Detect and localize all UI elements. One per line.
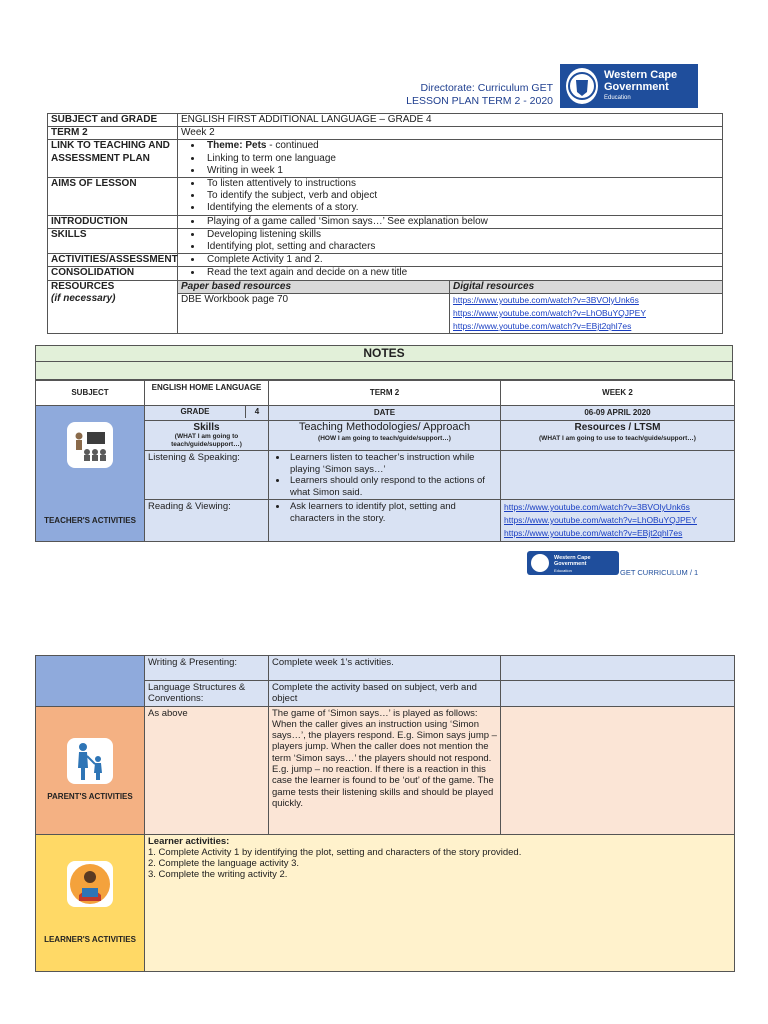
writing-row — [36, 656, 735, 681]
resources-sub: (if necessary) — [51, 292, 116, 304]
notes-week: WEEK 2 — [501, 381, 735, 406]
digital-header: Digital resources — [450, 280, 723, 293]
method-label: Teaching Methodologies/ Approach — [298, 420, 471, 433]
row-aims — [48, 178, 723, 216]
value-intro — [178, 215, 723, 228]
learner-sidebar — [36, 834, 145, 971]
teacher-icon — [67, 422, 113, 468]
label-term: TERM 2 — [48, 127, 178, 140]
logo-name-line2: Government — [604, 81, 669, 93]
row-link — [48, 140, 723, 178]
learner-row — [36, 834, 735, 971]
row-subject — [48, 114, 723, 127]
directorate-heading — [380, 82, 553, 108]
value-activities — [178, 254, 723, 267]
value-consolidation — [178, 267, 723, 280]
notes-link-1[interactable]: https://www.youtube.com/watch?v=3BVOlyUnk6s — [504, 502, 690, 512]
list-item: • Learners listen to teacher’s instruction while playing ‘Simon says…’ — [288, 452, 497, 475]
theme-continued: - continued — [266, 140, 319, 152]
footer-logo-sub: Education — [554, 568, 572, 573]
paper-header: Paper based resources — [178, 280, 450, 293]
label-link: LINK TO TEACHING AND ASSESSMENT PLAN — [48, 140, 178, 178]
notes-grade-row — [36, 406, 735, 421]
teacher-sidebar-cont — [36, 656, 145, 707]
list-item: • Learners should only respond to the actions of what Simon said. — [288, 475, 497, 498]
directorate-text: Directorate: Curriculum GET — [420, 82, 553, 94]
listening-method — [269, 451, 501, 500]
row-consolidation — [48, 267, 723, 280]
notes-subject-label: SUBJECT — [36, 381, 145, 406]
label-activities: ACTIVITIES/ASSESSMENT — [48, 254, 178, 267]
value-skills — [178, 228, 723, 253]
list-item: • Linking to term one language — [203, 153, 719, 165]
resources-head-sub: (WHAT I am going to use to teach/guide/support…) — [539, 435, 696, 442]
lesson-plan-table — [47, 113, 723, 334]
learner-label: LEARNER'S ACTIVITIES — [44, 934, 136, 944]
wcg-logo — [560, 64, 698, 108]
label-aims: AIMS OF LESSON — [48, 178, 178, 216]
label-resources — [48, 280, 178, 334]
value-term: Week 2 — [178, 127, 723, 140]
notes-header-row — [36, 381, 735, 406]
listening-skill: Listening & Speaking: — [145, 451, 269, 500]
parent-row — [36, 706, 735, 834]
writing-skill: Writing & Presenting: — [145, 656, 269, 681]
list-item: • Identifying the elements of a story. — [203, 202, 719, 214]
row-activities — [48, 254, 723, 267]
reading-resources — [501, 500, 735, 542]
label-intro: INTRODUCTION — [48, 215, 178, 228]
list-item: • Playing of a game called ‘Simon says…’ See explanation below — [203, 216, 719, 228]
value-subject: ENGLISH FIRST ADDITIONAL LANGUAGE – GRADE 4 — [178, 114, 723, 127]
skills-sub: (WHAT I am going to teach/guide/support…) — [171, 433, 242, 448]
language-method: Complete the activity based on subject, verb and object — [269, 681, 501, 707]
skills-head — [145, 420, 269, 451]
parent-label: PARENT'S ACTIVITIES — [47, 792, 133, 802]
reading-skill: Reading & Viewing: — [145, 500, 269, 542]
resource-link-1[interactable]: https://www.youtube.com/watch?v=3BVOlyUnk6s — [453, 294, 639, 305]
parent-skill: As above — [145, 706, 269, 834]
method-sub: (HOW I am going to teach/guide/support…) — [318, 435, 451, 442]
language-skill: Language Structures & Conventions: — [145, 681, 269, 707]
grade-value: 4 — [254, 407, 260, 416]
teacher-label: TEACHER'S ACTIVITIES — [44, 515, 136, 525]
logo-name — [604, 69, 677, 93]
list-item: • Developing listening skills — [203, 229, 719, 241]
writing-method: Complete week 1’s activities. — [269, 656, 501, 681]
parent-sidebar — [36, 706, 145, 834]
list-item: • Writing in week 1 — [203, 165, 719, 177]
list-item: • Complete Activity 1 and 2. — [203, 254, 719, 266]
value-link — [178, 140, 723, 178]
resources-head-label: Resources / LTSM — [574, 421, 661, 433]
parent-resources — [501, 706, 735, 834]
footer-logo-text: Western Cape Government — [554, 555, 591, 567]
learner-title-text: Learner activities — [148, 835, 227, 847]
notes-title: NOTES — [35, 345, 733, 362]
learner-item: 3. Complete the writing activity 2. — [148, 869, 288, 881]
list-item: • Ask learners to identify plot, setting and characters in the story. — [288, 501, 497, 524]
lesson-plan-text: LESSON PLAN TERM 2 - 2020 — [406, 95, 553, 107]
page-footer: GET CURRICULUM / 1 — [620, 568, 699, 577]
list-item: • To listen attentively to instructions — [203, 178, 719, 190]
logo-sub: Education — [604, 95, 631, 101]
resource-link-2[interactable]: https://www.youtube.com/watch?v=LhOBuYQJPEY — [453, 308, 646, 319]
logo-name-line1: Western Cape — [604, 69, 678, 81]
notes-empty-row — [35, 362, 733, 380]
list-item: • Read the text again and decide on a new title — [203, 267, 719, 279]
activities-table — [35, 655, 735, 972]
row-resources-head — [48, 280, 723, 293]
notes-table — [35, 380, 735, 542]
crest-icon — [531, 554, 549, 572]
parent-method: The game of ‘Simon says…’ is played as follows: When the caller gives an instruction using ‘Simon says…’, the players respond. E.g. Simon says jump – players jump. When the caller does not mention the term ‘Simon says…’ the players should not respond. E.g. jump – no reaction. If there is a reaction in this case the learner is found to be ‘out’ of the game. The game tests their listening skills and should be played quickly. — [269, 706, 501, 834]
date-value: 06-09 APRIL 2020 — [501, 406, 735, 421]
grade-cell — [145, 406, 269, 421]
resources-head — [501, 420, 735, 451]
label-consolidation: CONSOLIDATION — [48, 267, 178, 280]
skills-label: Skills — [193, 421, 220, 433]
parent-child-icon — [67, 738, 113, 784]
language-resources — [501, 681, 735, 707]
footer-logo — [527, 551, 619, 575]
notes-term: TERM 2 — [269, 381, 501, 406]
listening-resources — [501, 451, 735, 500]
learner-reading-icon — [67, 861, 113, 907]
list-item: • Identifying plot, setting and characters — [203, 241, 719, 253]
teacher-sidebar — [36, 406, 145, 542]
date-label: DATE — [269, 406, 501, 421]
digital-links — [450, 293, 723, 334]
value-aims — [178, 178, 723, 216]
resources-label: RESOURCES — [51, 280, 115, 292]
row-intro — [48, 215, 723, 228]
writing-resources — [501, 656, 735, 681]
row-skills — [48, 228, 723, 253]
method-head — [269, 420, 501, 451]
crest-icon — [566, 68, 598, 104]
notes-subject-value: ENGLISH HOME LANGUAGE — [145, 381, 269, 406]
list-item: • To identify the subject, verb and object — [203, 190, 719, 202]
label-skills: SKILLS — [48, 228, 178, 253]
learner-content — [145, 834, 735, 971]
paper-value: DBE Workbook page 70 — [178, 293, 450, 334]
learner-title: Learner activities: — [148, 835, 230, 847]
reading-method — [269, 500, 501, 542]
learner-item: 1. Complete Activity 1 by identifying the plot, setting and characters of the story provided. — [148, 846, 522, 858]
label-subject: SUBJECT and GRADE — [48, 114, 178, 127]
notes-link-2[interactable]: https://www.youtube.com/watch?v=LhOBuYQJPEY — [504, 515, 697, 525]
resource-link-3[interactable]: https://www.youtube.com/watch?v=EBjt2qhl7es — [453, 321, 632, 332]
notes-link-3[interactable]: https://www.youtube.com/watch?v=EBjt2qhl7es — [504, 528, 683, 538]
theme-text: Theme: Pets — [207, 140, 267, 152]
row-term — [48, 127, 723, 140]
grade-label: GRADE — [145, 406, 246, 418]
learner-item: 2. Complete the language activity 3. — [148, 858, 300, 870]
list-item — [203, 140, 719, 152]
